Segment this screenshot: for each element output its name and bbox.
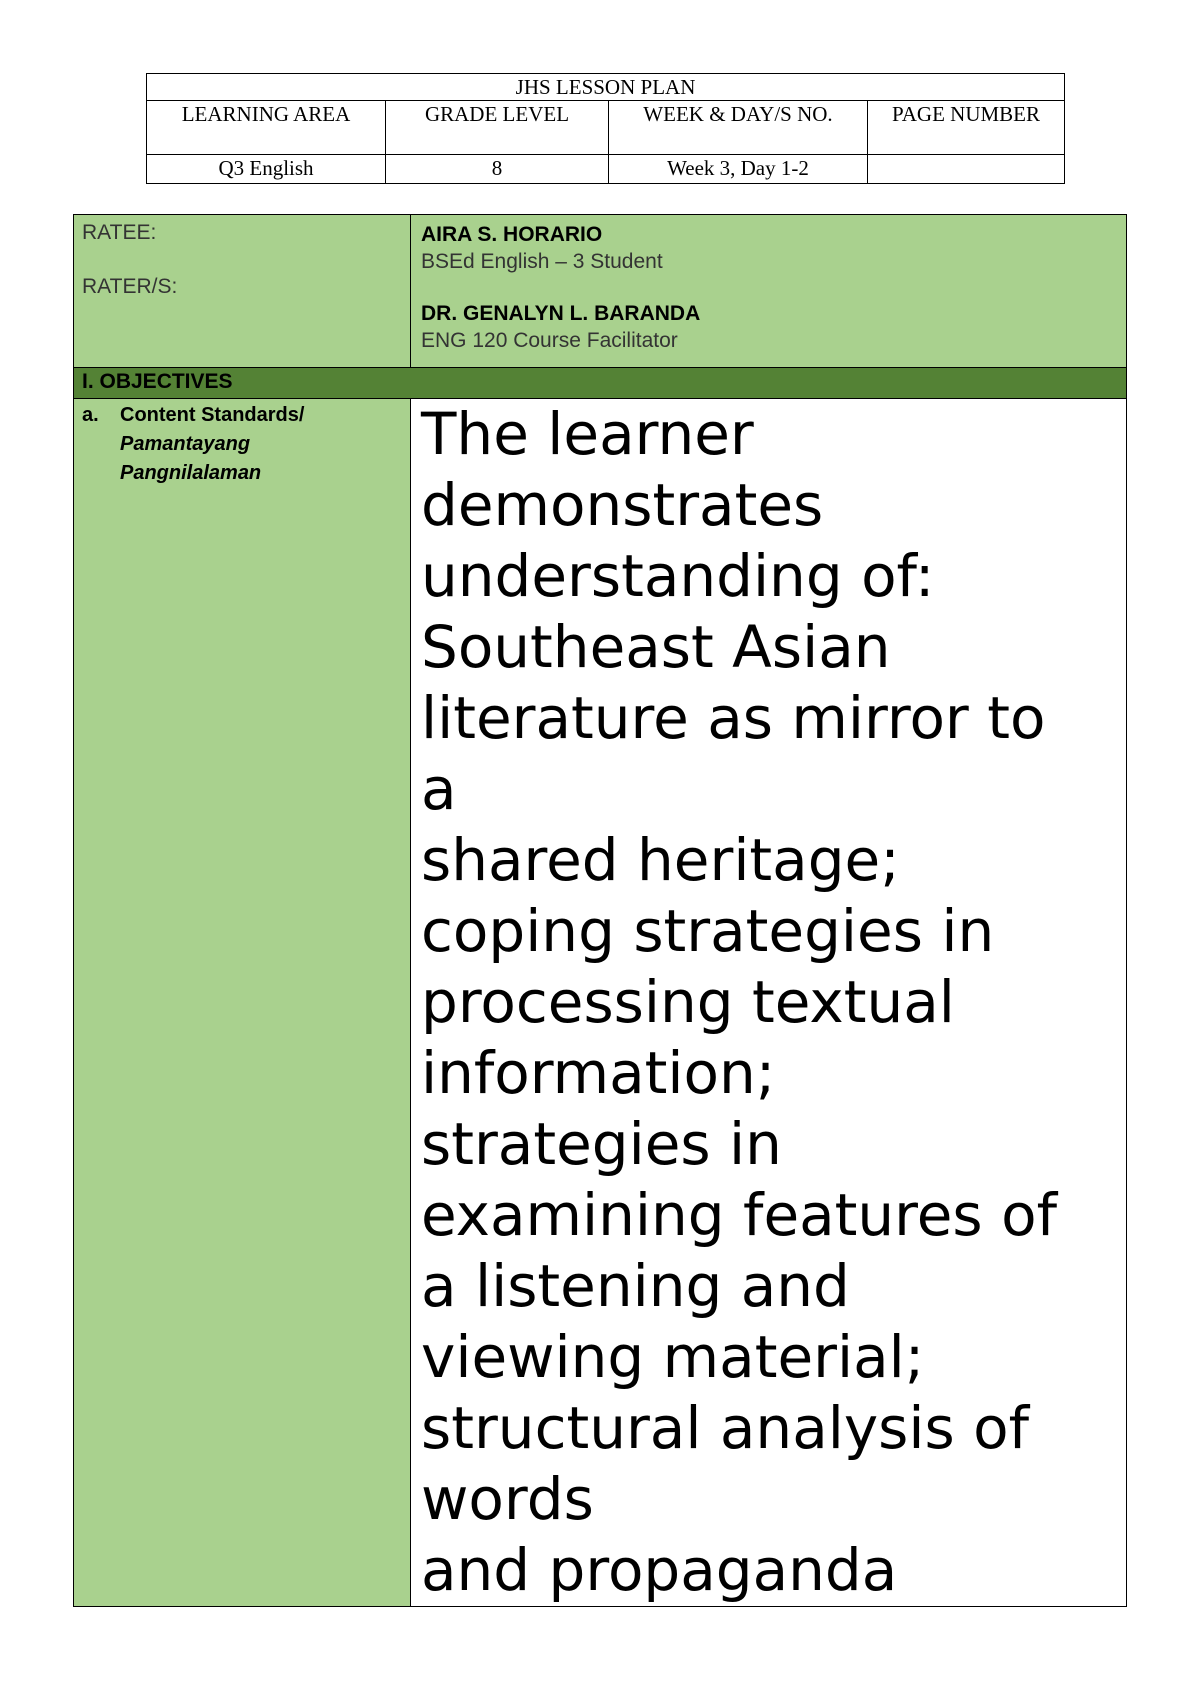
content-standards-label-cell [74,399,411,1607]
rater-label: RATER/S: [82,275,178,298]
grade-level-label: GRADE LEVEL [386,101,609,155]
ratee-rater-labels-cell [74,215,411,368]
learning-area-label: LEARNING AREA [147,101,386,155]
ratee-rater-values-cell [411,215,1127,368]
lesson-plan-title: JHS LESSON PLAN [147,74,1065,101]
week-day-value: Week 3, Day 1-2 [609,155,868,184]
ratee-name: AIRA S. HORARIO [421,223,603,246]
page-number-label: PAGE NUMBER [868,101,1065,155]
page-number-value [868,155,1065,184]
content-standards-marker: a. [82,404,99,426]
content-standards-text-cell [411,399,1127,1607]
content-standards-label-tl-1: Pamantayang [120,433,251,455]
week-day-label: WEEK & DAY/S NO. [609,101,868,155]
rater-role: ENG 120 Course Facilitator [421,329,678,352]
lesson-plan-main-table [73,214,1127,1607]
lesson-plan-header-table [146,73,1065,184]
rater-name: DR. GENALYN L. BARANDA [421,302,701,325]
objectives-heading: I. OBJECTIVES [74,368,1127,399]
grade-level-value: 8 [386,155,609,184]
content-standards-label: Content Standards/ [120,404,305,426]
content-standards-label-tl-2: Pangnilalaman [120,462,262,484]
learning-area-value: Q3 English [147,155,386,184]
ratee-role: BSEd English – 3 Student [421,250,663,273]
ratee-label: RATEE: [82,221,157,244]
content-standards-text: The learner demonstrates understanding of: Southeast Asian literature as mirror to a shared heritage; coping strategies in processing textual information; strategies in examining features of a listening and viewing material; structural analysis of words and propaganda [421,400,1057,1604]
